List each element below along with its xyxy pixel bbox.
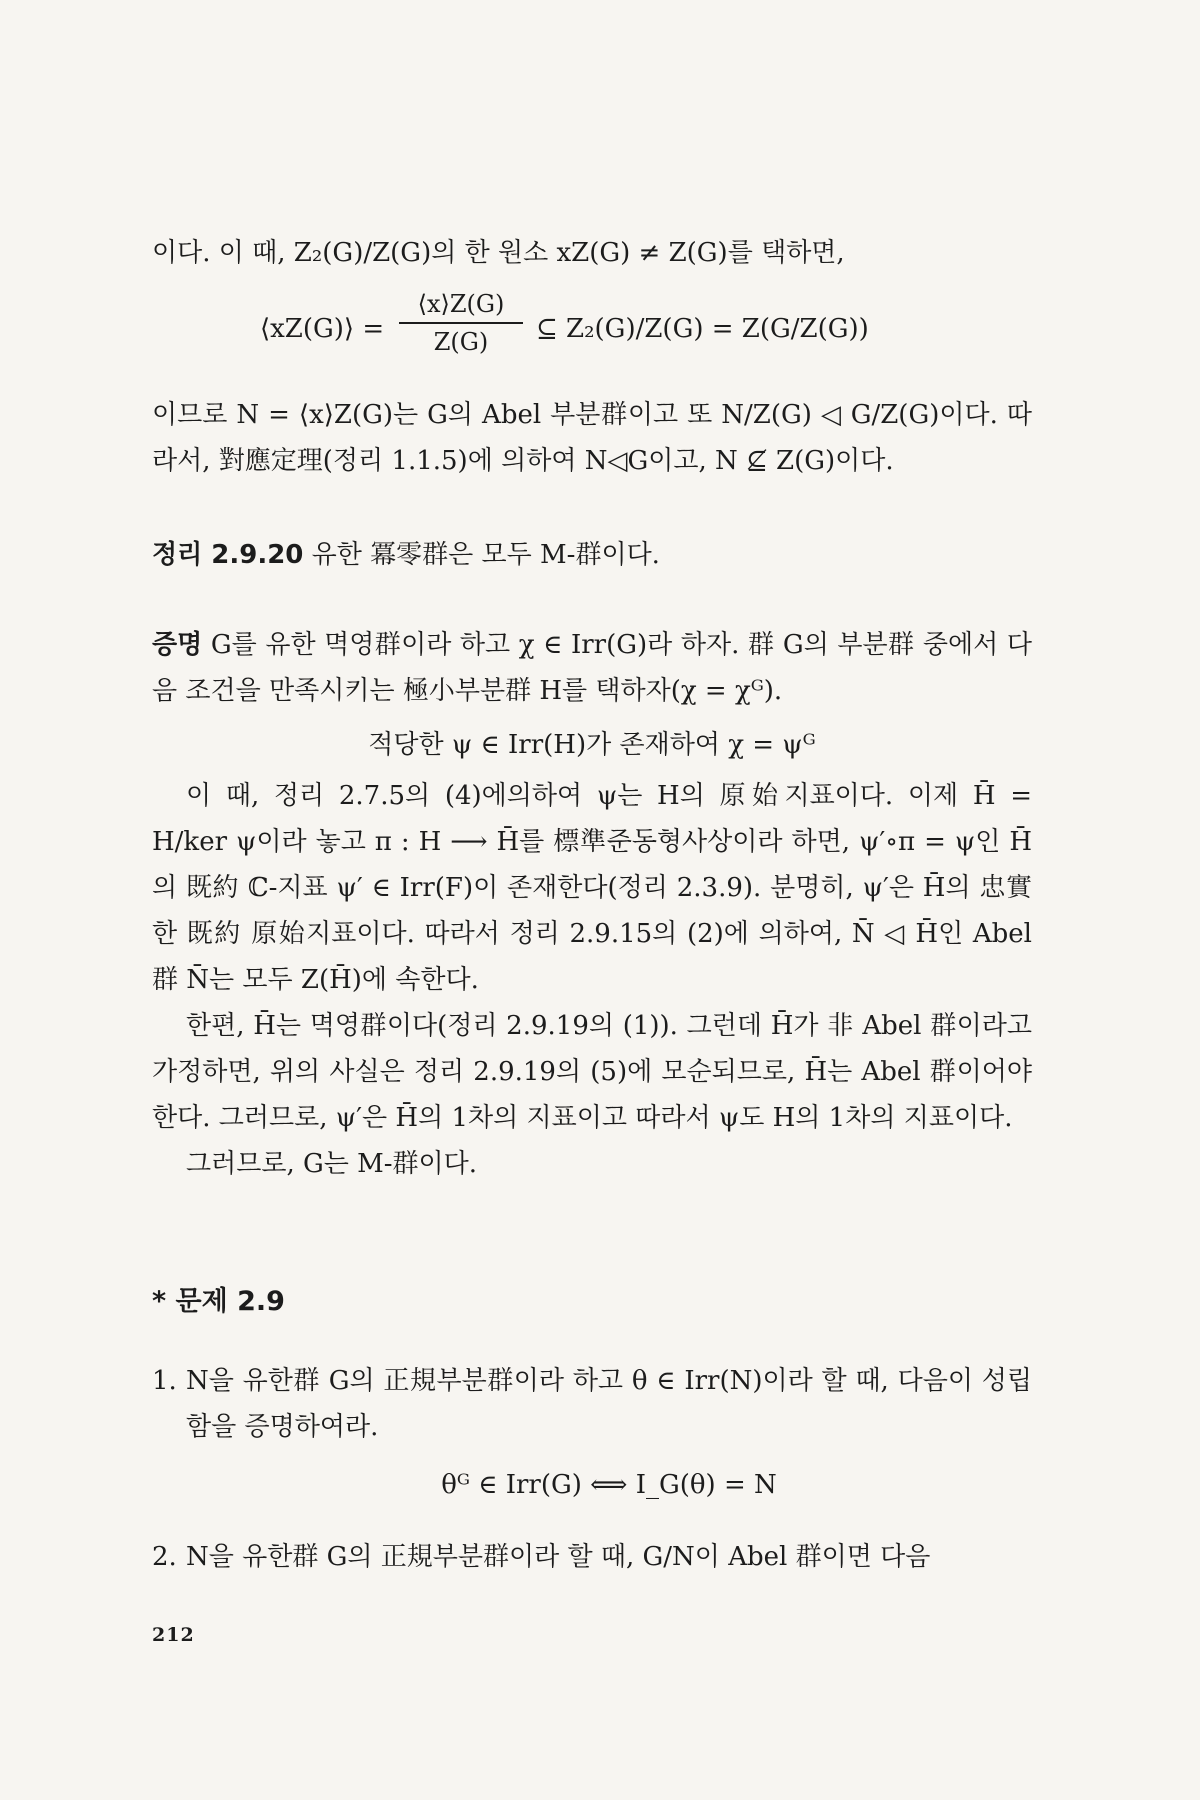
problems-section bbox=[152, 1279, 1032, 1580]
proof-paragraph-1 bbox=[152, 622, 1032, 714]
problem-number: 2. bbox=[152, 1542, 177, 1572]
problem-item bbox=[152, 1534, 1032, 1580]
problem-number: 1. bbox=[152, 1366, 177, 1396]
page-number: 212 bbox=[152, 1624, 195, 1646]
proof-text-1: G를 유한 멱영群이라 하고 χ ∈ Irr(G)라 하자. 群 G의 부분群 중에서 다음 조건을 만족시키는 極小부분群 H를 택하자(χ = χᴳ). bbox=[152, 630, 1032, 706]
equation-rhs: ⊆ Z₂(G)/Z(G) = Z(G/Z(G)) bbox=[536, 314, 869, 344]
problem-formula: θᴳ ∈ Irr(G) ⟺ I_G(θ) = N bbox=[441, 1470, 777, 1500]
equation-fraction bbox=[395, 286, 527, 360]
theorem-text: 유한 冪零群은 모두 M-群이다. bbox=[311, 540, 660, 570]
theorem-label: 정리 2.9.20 bbox=[152, 540, 304, 570]
proof-label: 증명 bbox=[152, 630, 203, 660]
coset-equation bbox=[152, 286, 1032, 382]
problem-text: N을 유한群 G의 正規부분群이라 할 때, G/N이 Abel 群이면 다음 bbox=[186, 1542, 931, 1572]
fraction-numerator: ⟨x⟩Z(G) bbox=[417, 290, 505, 318]
problem-item bbox=[152, 1358, 1032, 1508]
equation-lhs: ⟨xZ(G)⟩ = bbox=[260, 314, 385, 344]
fraction-denominator: Z(G) bbox=[433, 328, 489, 356]
page-body bbox=[152, 230, 1032, 1606]
proof-block bbox=[152, 622, 1032, 1187]
problem-text: N을 유한群 G의 正規부분群이라 하고 θ ∈ Irr(N)이라 할 때, 다음이 성립함을 증명하여라. bbox=[186, 1366, 1032, 1442]
intro-paragraph: 이므로 N = ⟨x⟩Z(G)는 G의 Abel 부분群이고 또 N/Z(G) ◁ G/Z(G)이다. 따라서, 對應定理(정리 1.1.5)에 의하여 N◁G이고, N ⊈ Z(G)이다. bbox=[152, 400, 1032, 476]
problems-title: * 문제 2.9 bbox=[152, 1286, 285, 1317]
proof-paragraph-3: 한편, H̄는 멱영群이다(정리 2.9.19의 (1)). 그런데 H̄가 非 Abel 群이라고 가정하면, 위의 사실은 정리 2.9.19의 (5)에 모순되므로, H̄는 Abel 群이어야 한다. 그러므로, ψ′은 H̄의 1차의 지표이고 따라서 ψ도 H의 1차의 지표이다. bbox=[152, 1011, 1032, 1133]
proof-paragraph-2: 이 때, 정리 2.7.5의 (4)에의하여 ψ는 H의 原始지표이다. 이제 H̄ = H/ker ψ이라 놓고 π : H ⟶ H̄를 標準준동형사상이라 하면, ψ′∘π = ψ인 H̄의 既約 ℂ-지표 ψ′ ∈ Irr(F)이 존재한다(정리 2.3.9). 분명히, ψ′은 H̄의 忠實한 既約 原始지표이다. 따라서 정리 2.9.15의 (2)에 의하여, N̄ ◁ H̄인 Abel 群 N̄는 모두 Z(H̄)에 속한다. bbox=[152, 781, 1032, 995]
theorem-2-9-20 bbox=[152, 532, 1032, 578]
proof-conclusion: 그러므로, G는 M-群이다. bbox=[186, 1149, 478, 1179]
proof-display-formula: 적당한 ψ ∈ Irr(H)가 존재하여 χ = ψᴳ bbox=[368, 730, 816, 760]
intro-line: 이다. 이 때, Z₂(G)/Z(G)의 한 원소 xZ(G) ≠ Z(G)를 택하면, bbox=[152, 238, 845, 268]
